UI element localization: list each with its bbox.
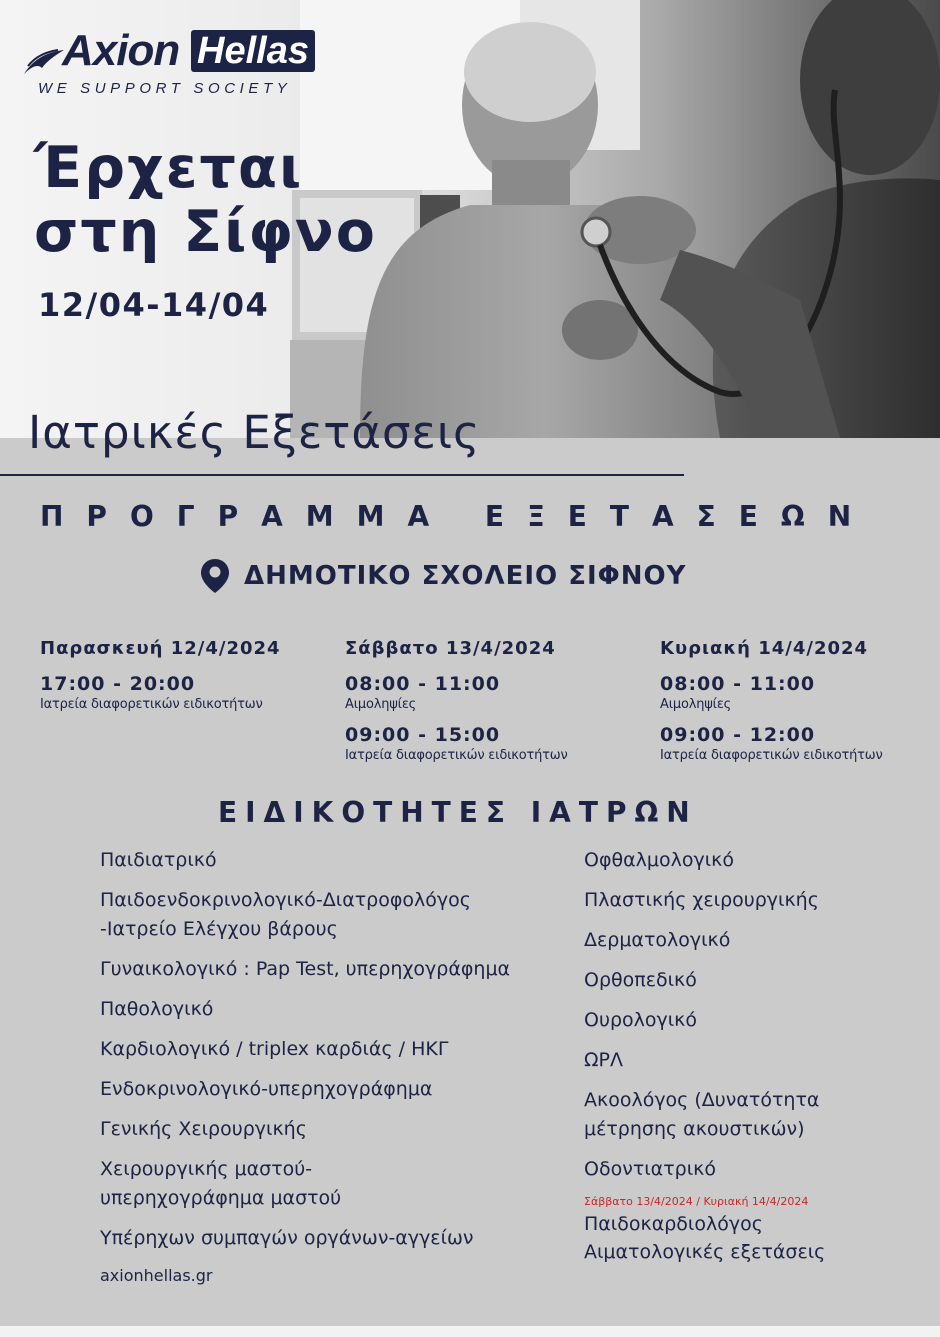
specialty-item: Ορθοπεδικό bbox=[584, 969, 697, 991]
slot-description: Αιμοληψίες bbox=[660, 697, 732, 712]
specialty-item: Πλαστικής χειρουργικής bbox=[584, 889, 819, 911]
specialty-item: Δερματολογικό bbox=[584, 929, 731, 951]
slot-time: 17:00 - 20:00 bbox=[40, 673, 196, 695]
logo-text-axion: Axion bbox=[62, 26, 180, 75]
venue-name: ΔΗΜΟΤΙΚΟ ΣΧΟΛΕΙΟ ΣΙΦΝΟΥ bbox=[244, 561, 687, 591]
time-slot bbox=[660, 724, 883, 763]
time-slot bbox=[345, 724, 568, 763]
location-pin-icon bbox=[200, 558, 230, 594]
specialty-item: Ακοολόγος (Δυνατότητα μέτρησης ακουστικών) bbox=[584, 1089, 820, 1140]
day-label: Κυριακή 14/4/2024 bbox=[660, 638, 869, 659]
specialty-item: Χειρουργικής μαστού- υπερηχογράφημα μαστού bbox=[100, 1158, 342, 1209]
specialty-item: Παθολογικό bbox=[100, 998, 214, 1020]
slot-time: 09:00 - 12:00 bbox=[660, 724, 816, 746]
specialty-item: ΩΡΛ bbox=[584, 1049, 623, 1071]
slot-time: 08:00 - 11:00 bbox=[660, 673, 816, 695]
specialty-item: Παιδοενδοκρινολογικό-Διατροφολόγος -Ιατρείο Ελέγχου βάρους bbox=[100, 889, 471, 940]
schedule-day-saturday bbox=[345, 638, 568, 763]
specialty-item: Οδοντιατρικό bbox=[584, 1158, 716, 1180]
slot-description: Ιατρεία διαφορετικών ειδικοτήτων bbox=[660, 748, 883, 763]
headline-line-2: στη Σίφνο bbox=[34, 199, 377, 265]
slot-time: 09:00 - 15:00 bbox=[345, 724, 501, 746]
specialty-item: Οφθαλμολογικό bbox=[584, 849, 734, 871]
specialty-item: Γυναικολογικό : Pap Test, υπερηχογράφημα bbox=[100, 958, 511, 980]
specialty-item: Ουρολογικό bbox=[584, 1009, 697, 1031]
day-label: Σάββατο 13/4/2024 bbox=[345, 638, 556, 659]
specialty-item: Καρδιολογικό / triplex καρδιάς / ΗΚΓ bbox=[100, 1038, 449, 1060]
specialty-item: Υπέρηχων συμπαγών οργάνων-αγγείων bbox=[100, 1227, 474, 1249]
schedule-day-friday bbox=[40, 638, 281, 712]
specialty-item: Παιδιατρικό bbox=[100, 849, 217, 871]
specialties-title: ΕΙΔΙΚΟΤΗΤΕΣ ΙΑΤΡΩΝ bbox=[218, 796, 698, 829]
weekend-note: Σάββατο 13/4/2024 / Κυριακή 14/4/2024 bbox=[584, 1195, 809, 1208]
specialties-right-column bbox=[584, 846, 825, 1266]
logo-text-hellas: Hellas bbox=[191, 30, 315, 72]
slot-description: Ιατρεία διαφορετικών ειδικοτήτων bbox=[40, 697, 263, 712]
slot-description: Ιατρεία διαφορετικών ειδικοτήτων bbox=[345, 748, 568, 763]
schedule-day-sunday bbox=[660, 638, 883, 763]
axionhellas-logo[interactable] bbox=[24, 26, 344, 106]
bottom-strip bbox=[0, 1326, 940, 1337]
time-slot bbox=[40, 673, 281, 712]
logo-tagline: WE SUPPORT SOCIETY bbox=[38, 80, 292, 97]
title-divider bbox=[0, 474, 684, 476]
wing-logo-icon bbox=[24, 46, 64, 76]
website-link[interactable]: axionhellas.gr bbox=[100, 1266, 213, 1285]
time-slot bbox=[660, 673, 883, 712]
headline bbox=[34, 136, 377, 264]
venue bbox=[200, 556, 686, 596]
slot-description: Αιμοληψίες bbox=[345, 697, 417, 712]
time-slot bbox=[345, 673, 568, 712]
headline-line-1: Έρχεται bbox=[34, 135, 304, 201]
specialty-extra: Αιματολογικές εξετάσεις bbox=[584, 1241, 826, 1263]
program-title: ΠΡΟΓΡΑΜΜΑ ΕΞΕΤΑΣΕΩΝ bbox=[40, 500, 875, 533]
specialty-item: Γενικής Χειρουργικής bbox=[100, 1118, 307, 1140]
specialty-extra: Παιδοκαρδιολόγος bbox=[584, 1213, 763, 1235]
specialties-left-column bbox=[100, 846, 510, 1264]
slot-time: 08:00 - 11:00 bbox=[345, 673, 501, 695]
section-title: Ιατρικές Εξετάσεις bbox=[28, 406, 481, 459]
specialty-item: Ενδοκρινολογικό-υπερηχογράφημα bbox=[100, 1078, 433, 1100]
day-label: Παρασκευή 12/4/2024 bbox=[40, 638, 281, 659]
event-dates: 12/04-14/04 bbox=[38, 286, 270, 324]
